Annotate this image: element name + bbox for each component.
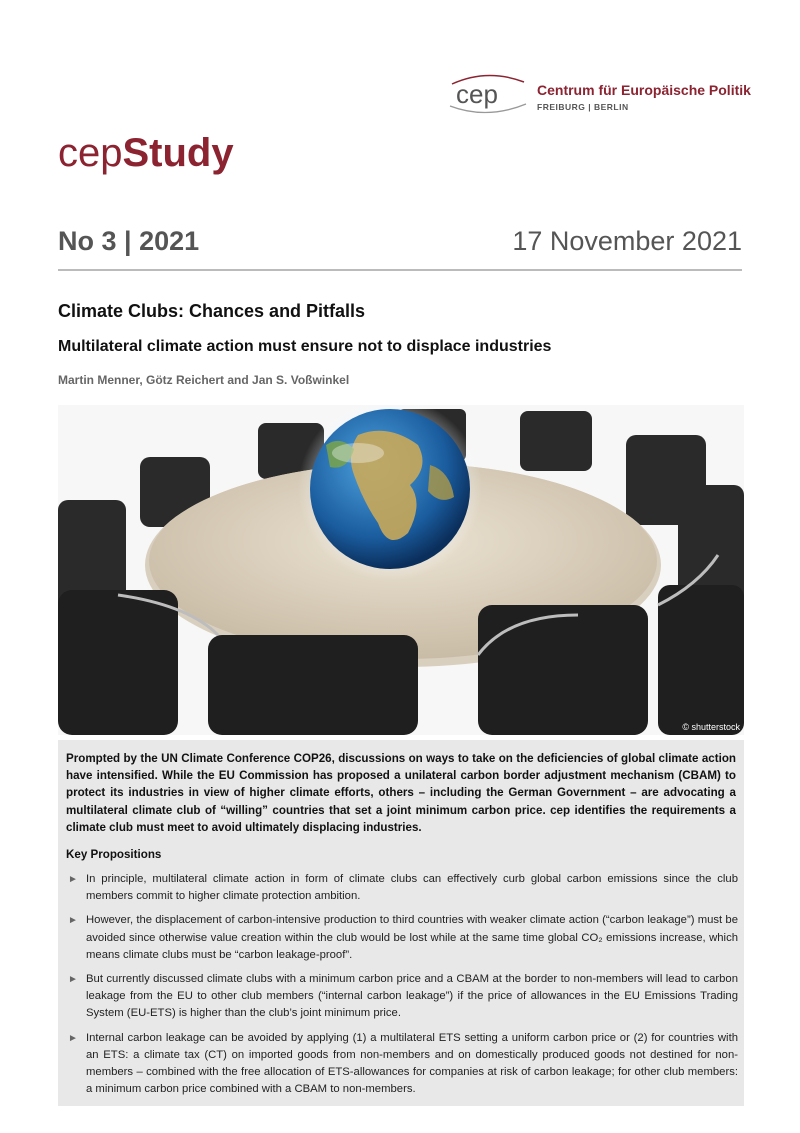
chair [58,590,178,735]
proposition-item [66,971,738,1023]
header-divider [58,269,742,271]
proposition-text: Internal carbon leakage can be avoided by applying (1) a multilateral ETS setting a uniform carbon price or (2) for countries with an ETS: a climate tax (CT) on imported goods from non-members and on domestically produced goods not destined for non-members – combined with the free allocation of ETS-allowances for companies at risk of carbon leakage; for other club members: a minimum carbon price combined with a CBAM to non-members. [86,1031,738,1096]
chair [520,411,592,471]
proposition-item [66,1030,738,1099]
proposition-item [66,912,738,964]
cep-logo-mark [442,70,532,116]
key-propositions-list [66,871,738,1105]
summary-box [58,740,744,1106]
cover-illustration [58,405,744,735]
summary-intro: Prompted by the UN Climate Conference COP26, discussions on ways to take on the deficiencies of global climate action have intensified. While the EU Commission has proposed a unilateral carbon border adjustment mechanism (CBAM) to protect its industries in view of higher climate efforts, others – including the German Government – are advocating a multilateral climate club of “willing” countries that set a joint minimum carbon price. cep identifies the requirements a climate club must meet to avoid ultimately displacing industries. [66,752,736,834]
bullet-arrow-icon: ► [68,915,78,927]
series-prefix: cep [58,131,123,175]
logo-text: cep [456,79,498,109]
proposition-text: In principle, multilateral climate action in form of climate clubs can effectively curb global carbon emissions since the club members commit to higher climate protection ambition. [86,873,738,903]
chair [658,585,744,735]
org-name: Centrum für Europäische Politik [537,82,751,98]
cep-logo [442,70,752,120]
article-authors: Martin Menner, Götz Reichert and Jan S. Voßwinkel [58,373,350,387]
image-credit: © shutterstock [682,722,740,732]
publication-date: 17 November 2021 [512,226,742,256]
proposition-text: However, the displacement of carbon-intensive production to third countries with weaker climate action (“carbon leakage”) must be avoided since otherwise value creation within the club would be lost while at the same time global CO₂ emissions increase, which means climate clubs must be “carbon leakage-proof”. [86,914,738,961]
article-subtitle: Multilateral climate action must ensure not to displace industries [58,338,552,355]
bullet-arrow-icon: ► [68,974,78,986]
issue-number: No 3 | 2021 [58,226,200,256]
series-suffix: Study [122,131,234,175]
bullet-arrow-icon: ► [68,874,78,885]
table-globe-illustration [58,405,744,735]
proposition-text: But currently discussed climate clubs with a minimum carbon price and a CBAM at the border to non-members will lead to carbon leakage from the EU to other club members (“internal carbon leakage”) if the price of allowances in the EU Emissions Trading System (EU-ETS) is higher than the club’s joint minimum price. [86,973,738,1020]
key-propositions-heading: Key Propositions [66,848,162,861]
bullet-arrow-icon: ► [68,1032,78,1044]
chair [478,605,648,735]
chair [208,635,418,735]
article-title: Climate Clubs: Chances and Pitfalls [58,301,366,321]
series-title [58,133,234,173]
org-locations: FREIBURG | BERLIN [537,102,629,112]
proposition-item [66,871,738,905]
